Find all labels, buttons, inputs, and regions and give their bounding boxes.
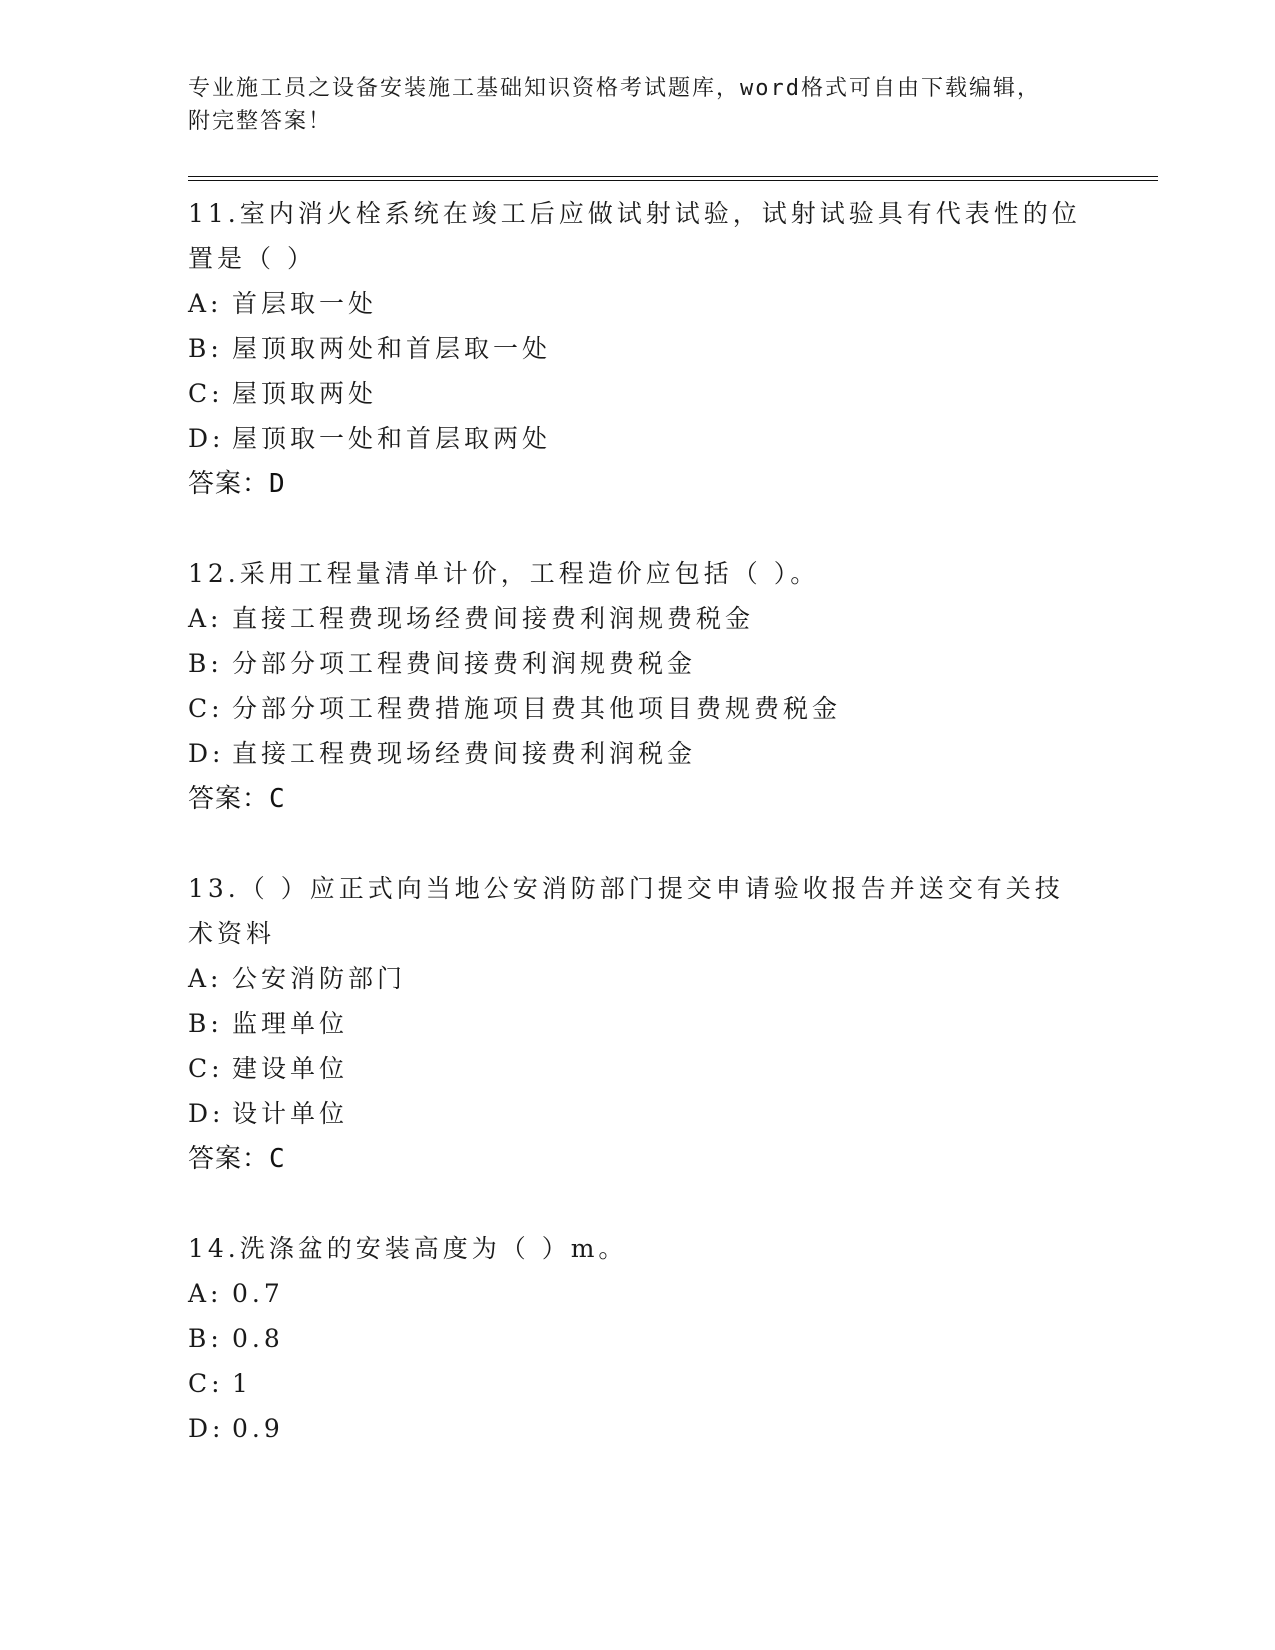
answer-label: 答案： [188,469,270,499]
option-text: 分部分项工程费措施项目费其他项目费规费税金 [232,694,842,723]
option-letter: D: [188,424,225,453]
option-letter: B: [188,649,223,678]
option-letter: A: [188,289,223,318]
option-text: 直接工程费现场经费间接费利润税金 [232,739,697,768]
option-row [188,641,1158,686]
option-row [188,731,1158,776]
header-line-1: 专业施工员之设备安装施工基础知识资格考试题库，word格式可自由下载编辑， [188,76,1041,101]
option-row [188,371,1158,416]
option-text: 0.9 [232,1414,284,1443]
question-stem: 12.采用工程量清单计价，工程造价应包括（ ）。 [188,559,820,588]
option-letter: D: [188,739,225,768]
option-row [188,1316,1158,1361]
option-row [188,326,1158,371]
question-block [188,191,1158,507]
answer-label: 答案： [188,1144,270,1174]
option-letter: D: [188,1099,225,1128]
option-letter: B: [188,1009,223,1038]
option-text: 1 [232,1369,252,1398]
option-row [188,596,1158,641]
option-text: 分部分项工程费间接费利润规费税金 [232,649,697,678]
option-row [188,956,1158,1001]
option-letter: C: [188,1054,224,1083]
option-text: 公安消防部门 [232,964,407,993]
question-list [188,191,1158,1451]
option-row [188,281,1158,326]
option-letter: A: [188,1279,223,1308]
question-stem: 11.室内消火栓系统在竣工后应做试射试验，试射试验具有代表性的位置是（ ） [188,199,1081,273]
option-text: 0.7 [232,1279,284,1308]
option-text: 建设单位 [232,1054,349,1083]
option-letter: D: [188,1414,225,1443]
option-text: 屋顶取一处和首层取两处 [232,424,552,453]
option-text: 设计单位 [232,1099,349,1128]
option-text: 监理单位 [232,1009,349,1038]
question-block [188,1226,1158,1451]
answer-value: D [269,469,286,499]
header-line-2: 附完整答案！ [188,109,333,134]
option-row [188,1406,1158,1451]
option-text: 直接工程费现场经费间接费利润规费税金 [232,604,755,633]
option-row [188,416,1158,461]
answer-value: C [269,1144,286,1174]
question-stem: 13.（ ）应正式向当地公安消防部门提交申请验收报告并送交有关技术资料 [188,874,1064,948]
answer-line [188,461,1158,507]
option-letter: A: [188,604,223,633]
question-stem: 14.洗涤盆的安装高度为（ ）m。 [188,1234,628,1263]
option-row [188,1361,1158,1406]
question-block [188,866,1158,1182]
option-row [188,686,1158,731]
option-text: 首层取一处 [232,289,378,318]
header-divider-bottom [188,180,1158,181]
option-letter: B: [188,334,223,363]
document-header [188,72,1158,138]
option-row [188,1001,1158,1046]
option-row [188,1046,1158,1091]
document-page [188,72,1158,1495]
option-letter: B: [188,1324,223,1353]
option-letter: C: [188,694,224,723]
answer-label: 答案： [188,784,270,814]
option-letter: C: [188,379,224,408]
option-row [188,1091,1158,1136]
option-letter: C: [188,1369,224,1398]
answer-value: C [269,784,286,814]
option-row [188,1271,1158,1316]
answer-line [188,776,1158,822]
header-divider-top [188,176,1158,177]
answer-line [188,1136,1158,1182]
option-text: 屋顶取两处 [232,379,378,408]
option-letter: A: [188,964,223,993]
option-text: 0.8 [232,1324,284,1353]
option-text: 屋顶取两处和首层取一处 [232,334,552,363]
question-block [188,551,1158,822]
